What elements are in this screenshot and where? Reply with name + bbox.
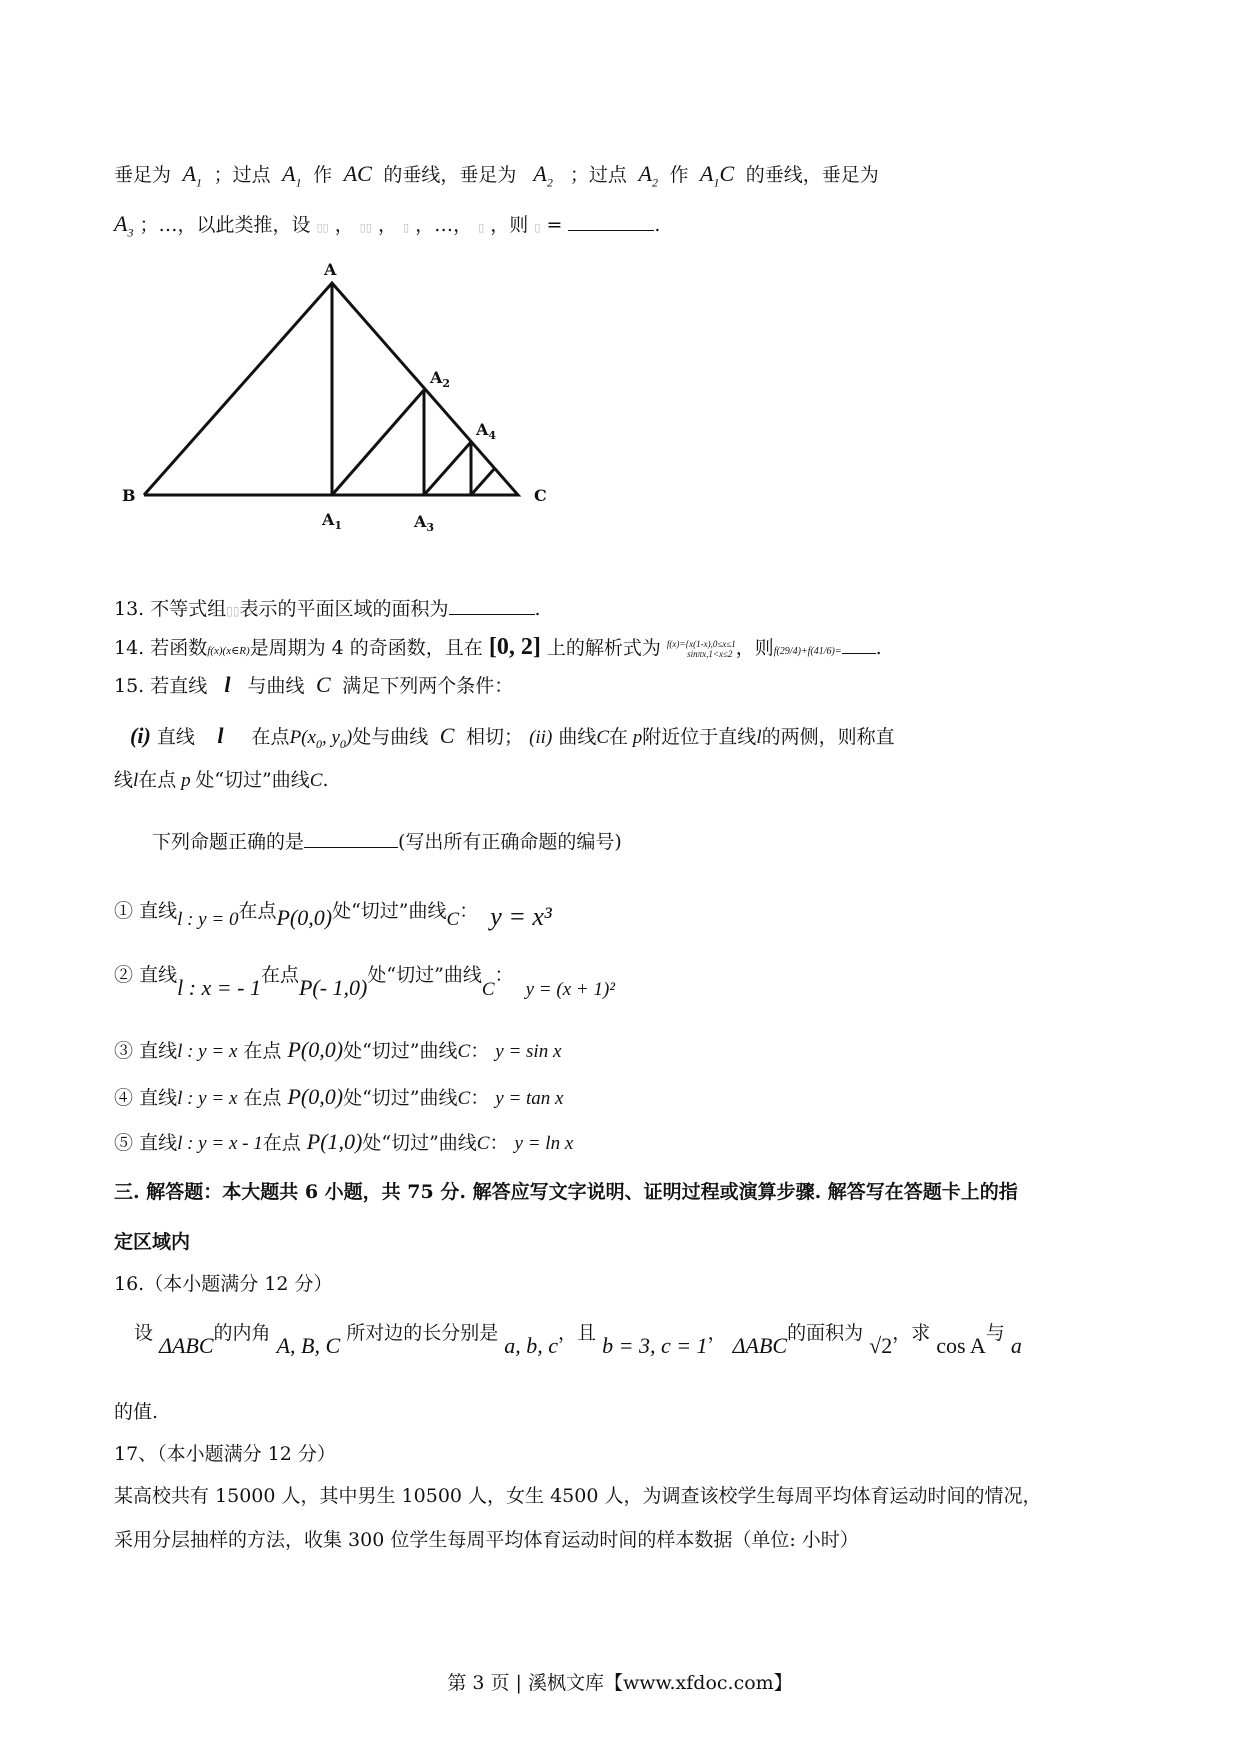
perp-A5A6 xyxy=(471,468,495,495)
label-A3: $A_3$ xyxy=(414,512,435,534)
question-15-conditions-cont: 线l在点 p 处“切过”曲线C. xyxy=(114,769,329,791)
question-17-header: 17、（本小题满分 12 分） xyxy=(114,1443,336,1465)
label-C: C xyxy=(534,486,547,505)
q15-item-1: ① 直线l : y = 0在点P(0,0)处“切过”曲线C： y = x³ xyxy=(114,900,552,931)
label-A1: $A_1$ xyxy=(322,510,343,532)
answer-blank xyxy=(304,829,398,848)
triangle-figure xyxy=(114,255,634,545)
label-A4: $A_4$ xyxy=(476,420,497,442)
q15-item-5: ⑤ 直线l : y = x - 1在点 P(1,0)处“切过”曲线C： y = ln x xyxy=(114,1129,574,1154)
q15-item-2: ② 直线l : x = - 1在点P(- 1,0)处“切过”曲线C： y = (x + 1)² xyxy=(114,964,615,1000)
question-17-line2: 采用分层抽样的方法，收集 300 位学生每周平均体育运动时间的样本数据（单位: 小时） xyxy=(114,1529,859,1551)
answer-blank xyxy=(568,212,654,231)
q15-item-3: ③ 直线l : y = x 在点 P(0,0)处“切过”曲线C： y = sin x xyxy=(114,1037,562,1062)
label-B: B xyxy=(122,486,136,505)
perp-A3A4 xyxy=(424,442,471,495)
question-13: 13. 不等式组▯▯表示的平面区域的面积为 . xyxy=(114,598,541,620)
q12-line2: $A_3$ ；…，以此类推，设 ▯▯ ， ▯▯ ， ▯ ，…， ▯ ，则 ▯ = . xyxy=(114,211,661,240)
question-16-end: 的值. xyxy=(114,1401,159,1423)
question-16-body: 设 ΔABC的内角 A, B, C 所对边的长分别是 a, b, c，且 b = 3, c = 1， ΔABC的面积为 √2，求 cos A与 a xyxy=(134,1322,1022,1358)
page-footer: 第 3 页 | 溪枫文库【www.xfdoc.com】 xyxy=(447,1672,793,1694)
question-14: 14. 若函数f(x)(x∈R)是周期为 4 的奇函数，且在 [0, 2] 上的解析式为 f(x)={x(1-x),0≤x≤1 sinπx,1<x≤2 ，则f(29/4)+f(41/6)= . xyxy=(114,634,882,660)
label-A: A xyxy=(324,260,337,279)
q15-item-4: ④ 直线l : y = x 在点 P(0,0)处“切过”曲线C： y = tan x xyxy=(114,1084,564,1109)
question-15-prompt: 下列命题正确的是 (写出所有正确命题的编号) xyxy=(152,831,622,853)
question-15-conditions: (i) 直线 l 在点$P(x_0$, $y_0$)处与曲线 C 相切； (ii) 曲线C在 p附近位于直线l的两侧，则称直 xyxy=(130,723,895,751)
section-3-heading-cont: 定区域内 xyxy=(114,1231,191,1253)
q12-line1: 垂足为 $A_1$ ；过点 $A_1$ 作 AC 的垂线，垂足为 $A_2$ ；过点 $A_2$ 作 $A_1C$ 的垂线，垂足为 xyxy=(114,161,879,190)
section-3-heading: 三. 解答题：本大题共 6 小题，共 75 分. 解答应写文字说明、证明过程或演算步骤. 解答写在答题卡上的指 xyxy=(114,1181,1018,1203)
question-15-intro: 15. 若直线 l 与曲线 C 满足下列两个条件： xyxy=(114,672,514,697)
label-A2: $A_2$ xyxy=(430,368,451,390)
answer-blank xyxy=(842,635,876,654)
question-17-line1: 某高校共有 15000 人，其中男生 10500 人，女生 4500 人，为调查该校学生每周平均体育运动时间的情况， xyxy=(114,1485,1042,1507)
answer-blank xyxy=(449,596,535,615)
question-16-header: 16.（本小题满分 12 分） xyxy=(114,1273,333,1295)
perp-A1A2 xyxy=(332,390,424,495)
